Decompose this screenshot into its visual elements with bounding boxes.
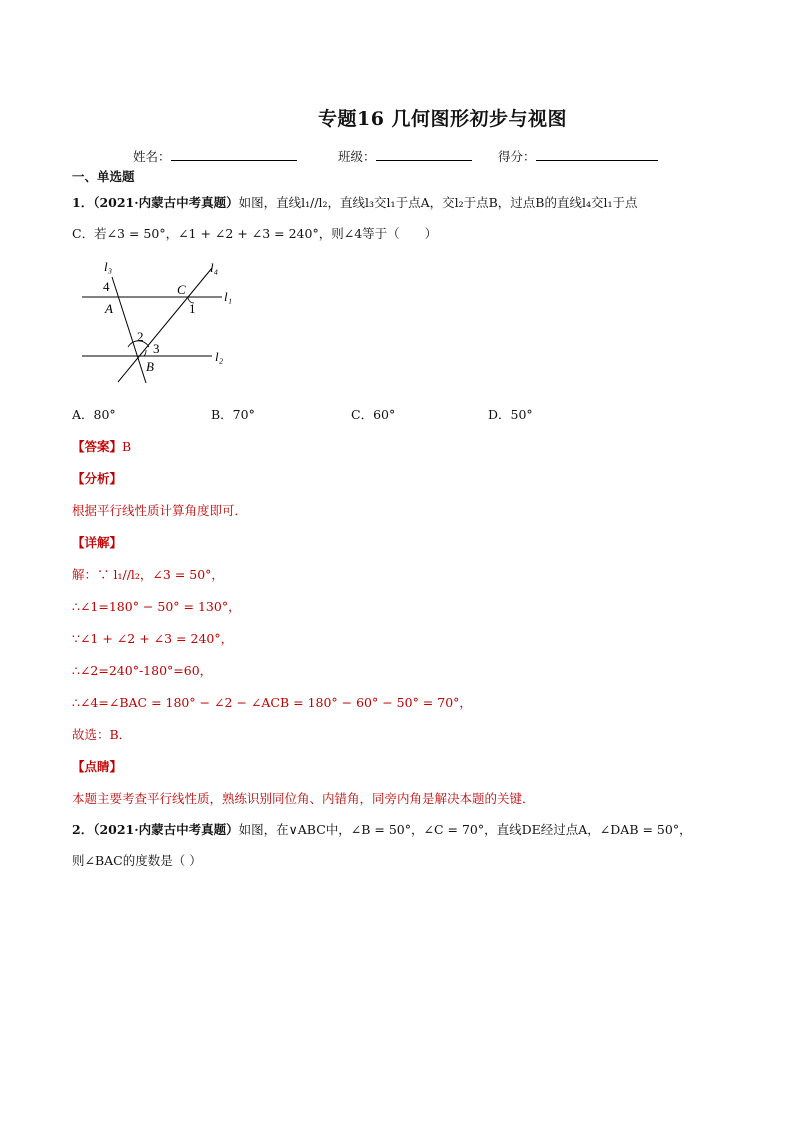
q2-stem-1: 如图，在∨ABC中，∠B = 50°，∠C = 70°，直线DE经过点A，∠DAB = 50°， — [238, 822, 692, 837]
label-l1: l₁ — [224, 289, 233, 304]
score-field — [498, 147, 658, 165]
q2-number: 2． — [72, 822, 94, 837]
score-blank — [536, 148, 658, 161]
name-blank — [171, 148, 297, 161]
detail-tag: 【详解】 — [72, 535, 123, 550]
q1-option-a: A．80° — [72, 407, 116, 422]
detail-step-1: 解：∵ l₁//l₂，∠3 = 50°， — [72, 567, 224, 582]
line-l4 — [118, 268, 212, 382]
analysis-tag: 【分析】 — [72, 471, 123, 486]
label-angle-1: 1 — [189, 301, 196, 316]
class-field — [338, 147, 472, 165]
class-label: 班级： — [338, 149, 376, 164]
class-blank — [376, 148, 472, 161]
page-title: 专题16 几何图形初步与视图 — [318, 108, 568, 130]
label-angle-3: 3 — [153, 341, 160, 356]
q2-stem-2: 则∠BAC的度数是（ ） — [72, 853, 202, 868]
q1-number: 1． — [72, 195, 94, 210]
label-l2: l₂ — [215, 349, 224, 364]
score-label: 得分： — [498, 149, 536, 164]
angle-arc-3 — [144, 350, 146, 356]
q1-option-d: D．50° — [488, 407, 533, 422]
q1-option-b: B．70° — [211, 407, 255, 422]
detail-step-6: 故选：B． — [72, 727, 132, 742]
label-A: A — [105, 301, 113, 316]
detail-step-2: ∴∠1=180° − 50° = 130°， — [72, 599, 241, 614]
q1-option-c: C．60° — [351, 407, 396, 422]
label-C: C — [177, 282, 186, 297]
label-l4: l₄ — [210, 260, 219, 275]
answer-value: B — [122, 439, 132, 454]
label-angle-2: 2 — [137, 329, 144, 344]
detail-step-5: ∴∠4=∠BAC = 180° − ∠2 − ∠ACB = 180° − 60° − 50° = 70°， — [72, 695, 472, 710]
detail-step-3: ∵∠1 + ∠2 + ∠3 = 240°， — [72, 631, 234, 646]
label-angle-4: 4 — [103, 279, 110, 294]
comment-tag: 【点睛】 — [72, 759, 123, 774]
section-heading: 一、单选题 — [72, 169, 135, 184]
q2-source: （2021·内蒙古中考真题） — [93, 822, 239, 837]
detail-step-4: ∴∠2=240°-180°=60， — [72, 663, 213, 678]
name-label: 姓名： — [133, 149, 171, 164]
answer-tag: 【答案】 — [72, 439, 123, 454]
q1-stem-2: C．若∠3 = 50°，∠1 + ∠2 + ∠3 = 240°，则∠4等于（ ） — [72, 226, 438, 241]
name-field — [133, 147, 297, 165]
label-l3: l₃ — [104, 259, 113, 274]
analysis-text: 根据平行线性质计算角度即可． — [72, 503, 248, 518]
q1-source: （2021·内蒙古中考真题） — [93, 195, 239, 210]
q1-stem-1: 如图，直线l₁//l₂，直线l₃交l₁于点A，交l₂于点B，过点B的直线l₄交l₁于点 — [238, 195, 638, 210]
q1-line1 — [72, 193, 638, 211]
q1-figure — [70, 255, 240, 385]
q1-answer — [72, 437, 131, 455]
comment-text: 本题主要考查平行线性质，熟练识别同位角、内错角，同旁内角是解决本题的关键． — [72, 791, 535, 806]
q2-line1 — [72, 820, 692, 838]
label-B: B — [146, 359, 154, 374]
